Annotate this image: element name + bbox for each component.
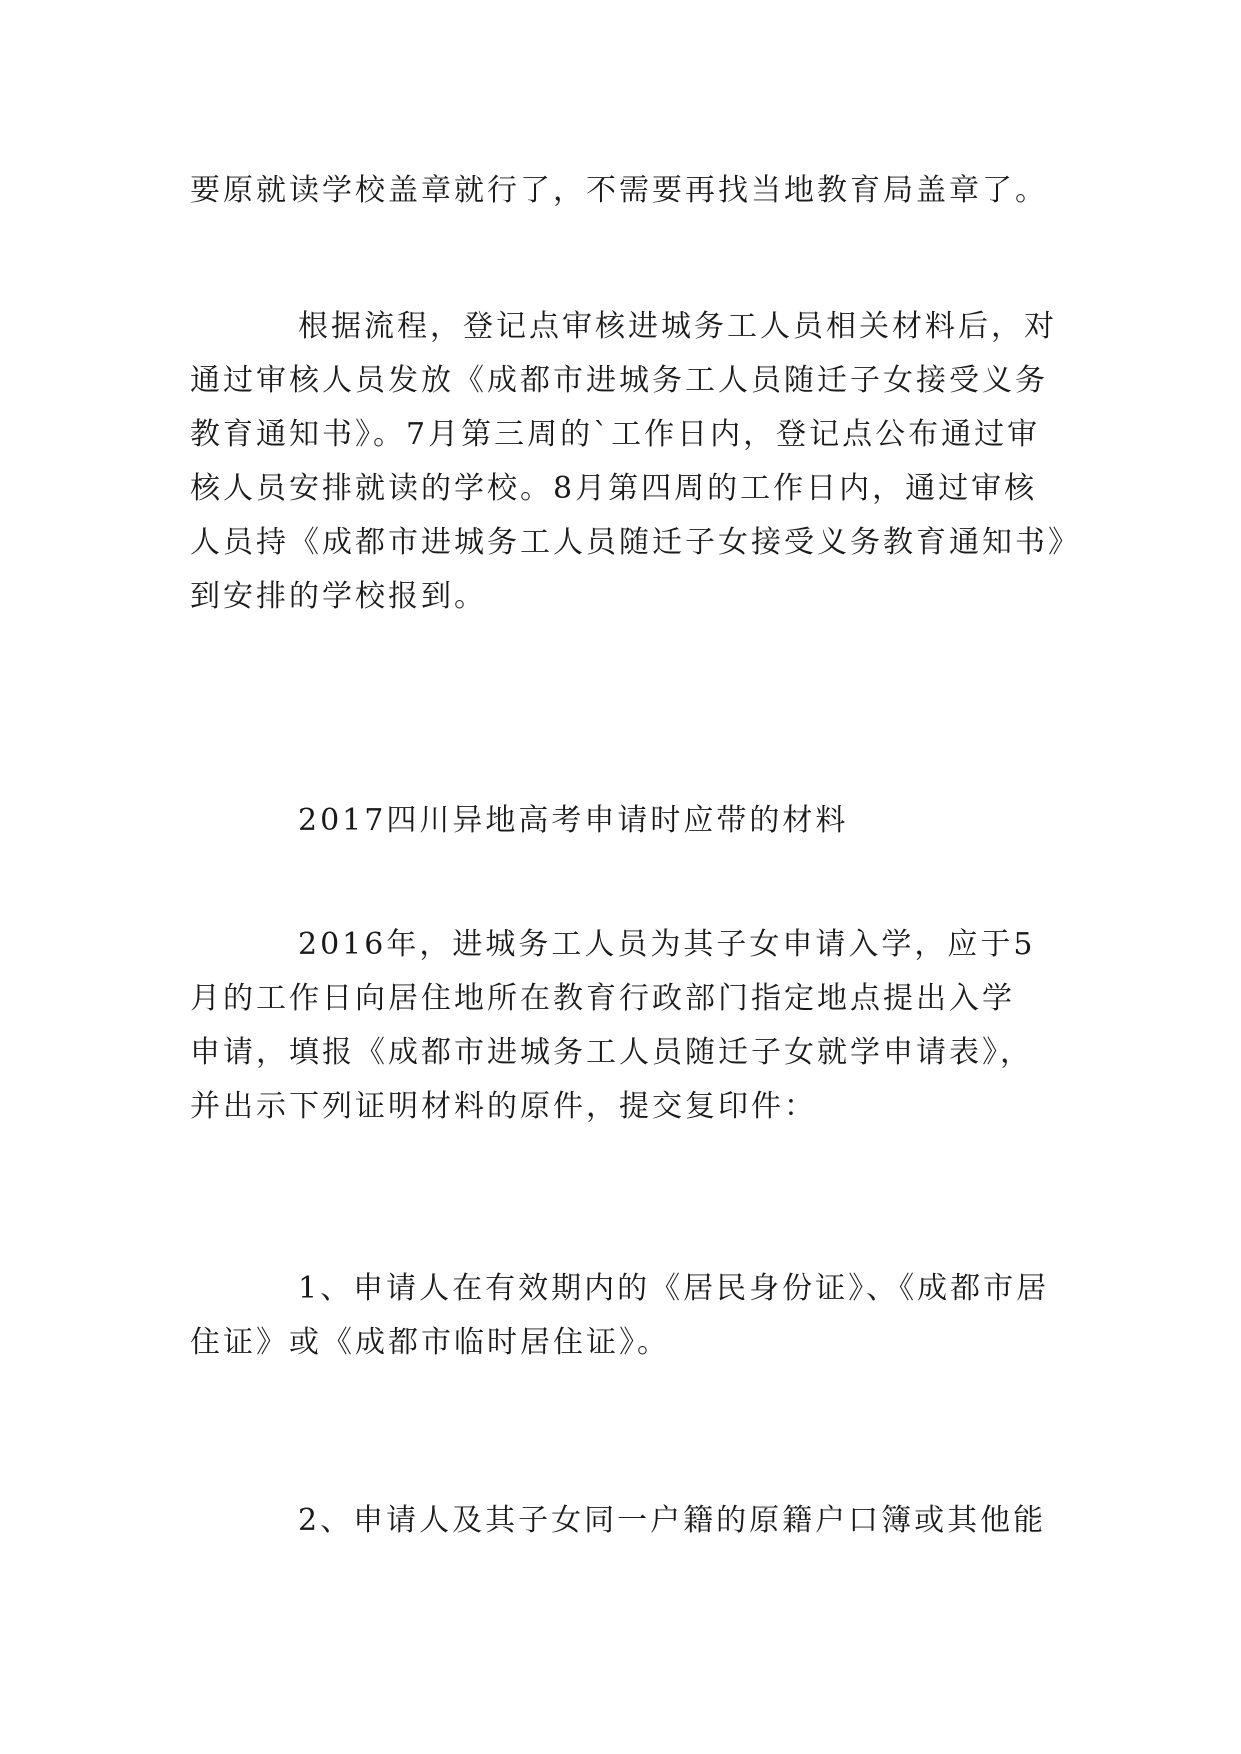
paragraph-2 [190, 300, 1081, 624]
text-line: 申请，填报《成都市进城务工人员随迁子女就学申请表》， [190, 1035, 1033, 1070]
text-line: 根据流程，登记点审核进城务工人员相关材料后，对 [298, 309, 1057, 344]
text-line: 人员持《成都市进城务工人员随迁子女接受义务教育通知书》 [190, 525, 1081, 560]
text-line: 2016年，进城务工人员为其子女申请入学，应于5 [298, 927, 1036, 962]
text-line: 到安排的学校报到。 [190, 579, 487, 614]
heading-text: 2017四川异地高考申请时应带的材料 [298, 803, 849, 838]
text-line: 住证》或《成都市临时居住证》。 [190, 1325, 670, 1360]
paragraph-3 [190, 918, 1060, 1134]
text-line: 1、申请人在有效期内的《居民身份证》、《成都市居 [298, 1271, 1050, 1306]
text-line: 要原就读学校盖章就行了，不需要再找当地教育局盖章了。 [190, 173, 1048, 208]
text-line: 核人员安排就读的学校。8月第四周的工作日内，通过审核 [190, 471, 1038, 506]
list-item-2 [190, 1494, 1060, 1548]
section-heading [190, 794, 1060, 848]
text-line: 通过审核人员发放《成都市进城务工人员随迁子女接受义务 [190, 363, 1048, 398]
text-line: 2、申请人及其子女同一户籍的原籍户口簿或其他能 [298, 1503, 1047, 1538]
paragraph-1 [190, 164, 1060, 218]
text-line: 教育通知书》。7月第三周的`工作日内，登记点公布通过审 [190, 417, 1041, 452]
text-line: 月的工作日向居住地所在教育行政部门指定地点提出入学 [190, 981, 1015, 1016]
text-line: 并出示下列证明材料的原件，提交复印件： [190, 1089, 817, 1124]
list-item-1 [190, 1262, 1060, 1370]
